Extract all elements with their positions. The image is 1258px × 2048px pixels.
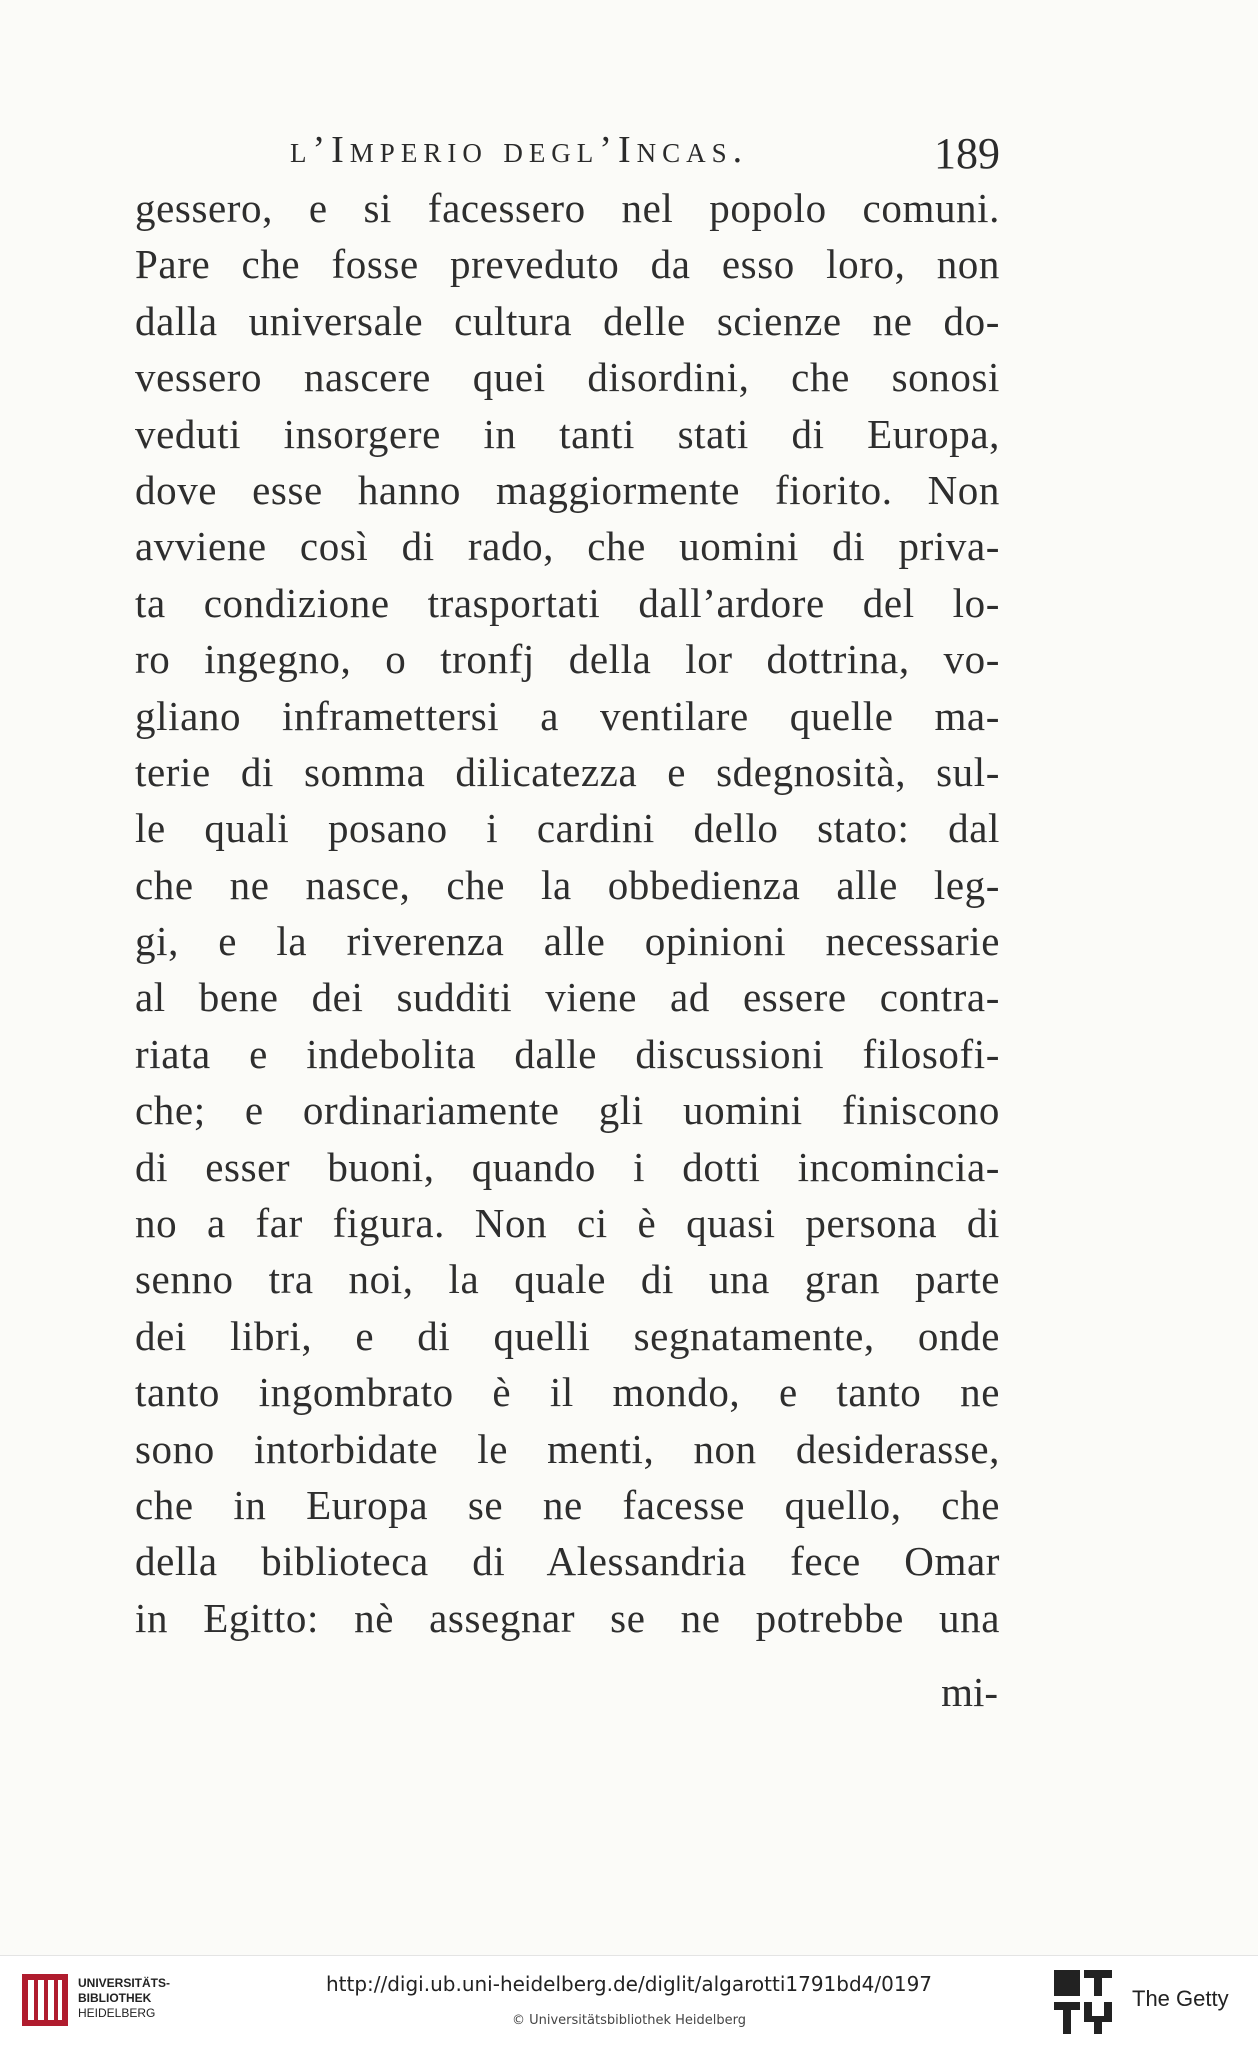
- text-line: sono intorbidate le menti, non desiderasse,: [135, 1425, 1000, 1472]
- text-line: ro ingegno, o tronfj della lor dottrina, vo-: [135, 636, 1000, 683]
- sponsor-name: The Getty: [1132, 1986, 1229, 2011]
- text-line: senno tra noi, la quale di una gran parte: [135, 1256, 1000, 1303]
- text-line: di esser buoni, quando i dotti incomincia-: [135, 1143, 1000, 1190]
- footer-bar: [0, 1955, 1258, 2048]
- getty-logo-icon: [1054, 1970, 1112, 2034]
- text-line: ta condizione trasportati dall’ardore del lo-: [135, 579, 1000, 626]
- body-text: [135, 180, 1000, 1646]
- text-line: terie di somma dilicatezza e sdegnosità, sul-: [135, 748, 1000, 795]
- text-line: in Egitto: nè assegnar se ne potrebbe una: [135, 1594, 1000, 1641]
- library-name-line: HEIDELBERG: [78, 2006, 156, 2020]
- running-head-title: l’Imperio degl’Incas.: [290, 129, 749, 171]
- text-line: vessero nascere quei disordini, che sonosi: [135, 354, 1000, 401]
- text-line: dei libri, e di quelli segnatamente, onde: [135, 1312, 1000, 1359]
- text-line: gessero, e si facessero nel popolo comuni.: [135, 185, 1000, 231]
- text-line: al bene dei sudditi viene ad essere contra-: [135, 974, 1000, 1021]
- running-head: [0, 128, 1258, 188]
- text-line: gi, e la riverenza alle opinioni necessarie: [135, 918, 1000, 965]
- copyright-notice: © Universitätsbibliothek Heidelberg: [511, 2013, 746, 2028]
- text-line: gliano inframettersi a ventilare quelle ma-: [135, 692, 1000, 739]
- page-number: 189: [934, 129, 1000, 178]
- text-line: riata e indebolita dalle discussioni filosofi-: [135, 1030, 1000, 1077]
- text-line: che in Europa se ne facesse quello, che: [135, 1481, 1000, 1528]
- text-line: dalla universale cultura delle scienze ne do-: [135, 297, 1000, 344]
- library-name-line: BIBLIOTHEK: [78, 1991, 152, 2005]
- catchword: mi-: [941, 1669, 998, 1715]
- permalink-url[interactable]: http://digi.ub.uni-heidelberg.de/diglit/algarotti1791bd4/0197: [325, 1972, 933, 1996]
- text-line: le quali posano i cardini dello stato: dal: [135, 805, 1000, 852]
- text-line: avviene così di rado, che uomini di priva-: [135, 523, 1000, 570]
- text-line: no a far figura. Non ci è quasi persona di: [135, 1200, 1000, 1247]
- library-name-line: UNIVERSITÄTS-: [78, 1976, 171, 1990]
- text-line: dove esse hanno maggiormente fiorito. Non: [135, 466, 1000, 513]
- text-line: veduti insorgere in tanti stati di Europa,: [135, 410, 1000, 457]
- text-line: Pare che fosse preveduto da esso loro, non: [135, 241, 1000, 288]
- text-line: che; e ordinariamente gli uomini finiscono: [135, 1087, 1000, 1134]
- text-line: tanto ingombrato è il mondo, e tanto ne: [135, 1369, 1000, 1416]
- text-line: che ne nasce, che la obbedienza alle leg-: [135, 861, 1000, 908]
- text-line: della biblioteca di Alessandria fece Omar: [135, 1538, 1000, 1585]
